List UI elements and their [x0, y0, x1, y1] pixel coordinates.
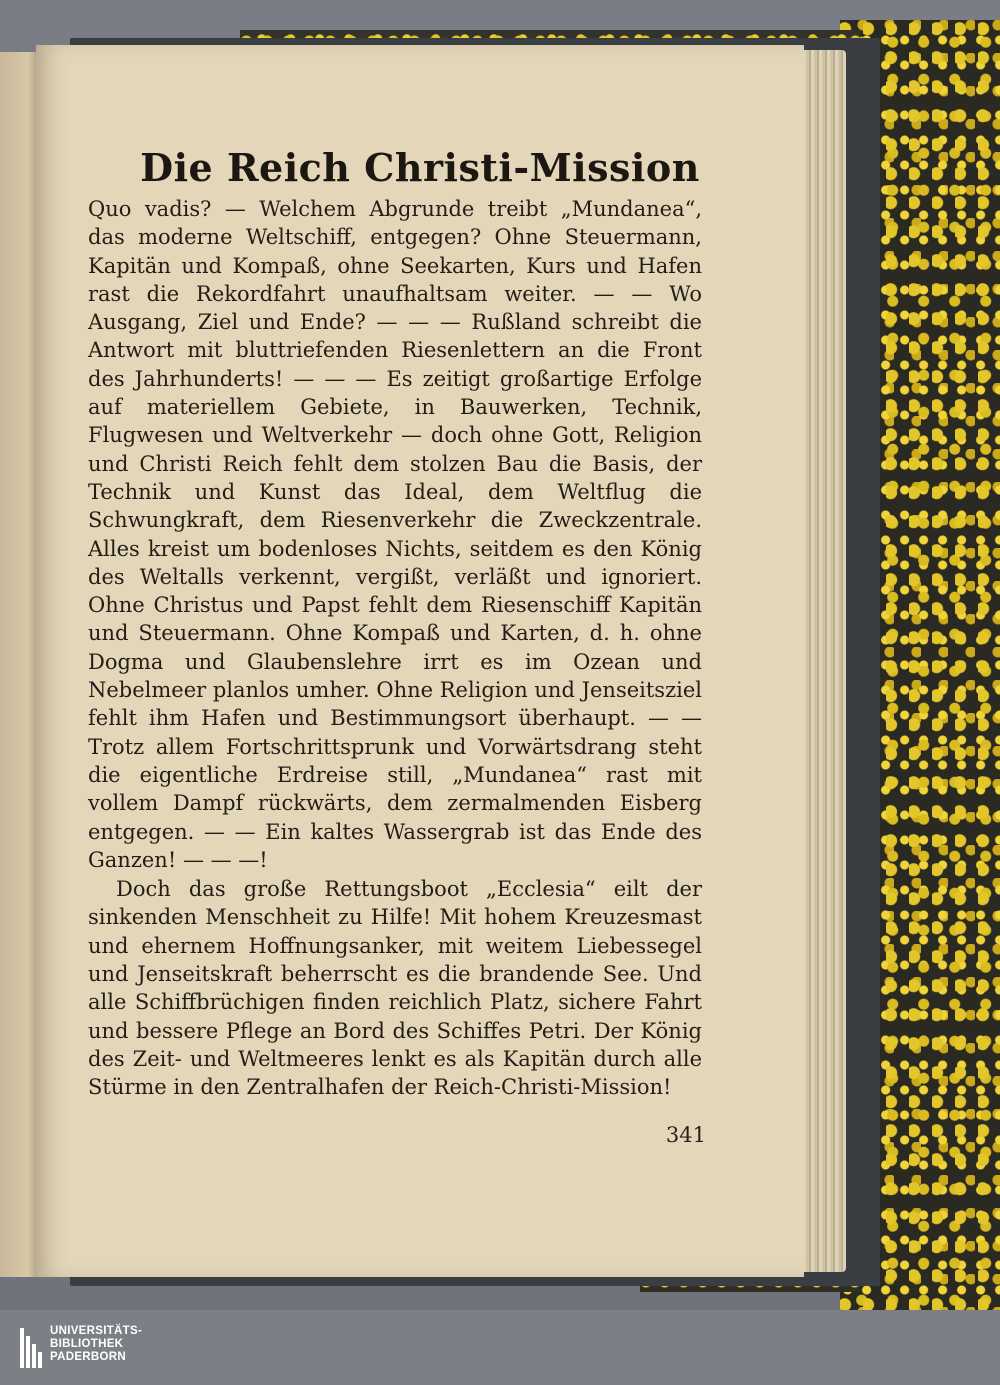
library-logo-text: [50, 1325, 142, 1364]
page-title: Die Reich Christi-Mission: [140, 145, 700, 190]
logo-line-3: PADERBORN: [50, 1351, 126, 1363]
left-facing-page: [0, 52, 40, 1277]
page-number: 341: [665, 1123, 706, 1147]
logo-line-2: BIBLIOTHEK: [50, 1338, 124, 1350]
paragraph-2: Doch das große Rettungsboot „Ecclesia“ eilt der sinkenden Menschheit zu Hilfe! Mit hohem Kreuzesmast und ehernem Hoffnungsanker, mit weitem Liebessegel und Jenseitskraft beherrscht es die brandende See. Und alle Schiffbrüchigen finden reichlich Platz, sichere Fahrt und bessere Pflege an Bord des Schiffes Petri. Der König des Zeit- und Weltmeeres lenkt es als Kapitän durch alle Stürme in den Zentralhafen der Reich-Christi-Mission!: [88, 877, 702, 1100]
body-text: [88, 195, 702, 1102]
library-logo-icon: [20, 1328, 42, 1368]
logo-line-1: UNIVERSITÄTS-: [50, 1325, 143, 1337]
book-page: [36, 45, 804, 1277]
paragraph-1: Quo vadis? — Welchem Abgrunde treibt „Mundanea“, das moderne Weltschiff, entgegen? Ohne Steuermann, Kapitän und Kompaß, ohne Seekarten, Kurs und Hafen rast die Rekordfahrt unaufhaltsam weiter. — — Wo Ausgang, Ziel und Ende? — — — Rußland schreibt die Antwort mit bluttriefenden Riesenlettern an die Front des Jahrhunderts! — — — Es zeitigt großartige Erfolge auf materiellem Gebiete, in Bauwerken, Technik, Flugwesen und Weltverkehr — doch ohne Gott, Religion und Christi Reich fehlt dem stolzen Bau die Basis, der Technik und Kunst das Ideal, dem Weltflug die Schwungkraft, dem Riesenverkehr die Zweckzentrale. Alles kreist um bodenloses Nichts, seitdem es den König des Weltalls verkennt, vergißt, verläßt und ignoriert. Ohne Christus und Papst fehlt dem Riesenschiff Kapitän und Steuermann. Ohne Kompaß und Karten, d. h. ohne Dogma und Glaubenslehre irrt es im Ozean und Nebelmeer planlos umher. Ohne Religion und Jenseitsziel fehlt ihm Hafen und Bestimmungsort überhaupt. — — Trotz allem Fortschrittsprunk und Vorwärtsdrang steht die eigentliche Erdreise still, „Mundanea“ rast mit vollem Dampf rückwärts, dem zermalmenden Eisberg entgegen. — — Ein kaltes Wassergrab ist das Ende des Ganzen! — — —!: [88, 197, 703, 872]
footer-bar: [0, 1310, 1000, 1385]
